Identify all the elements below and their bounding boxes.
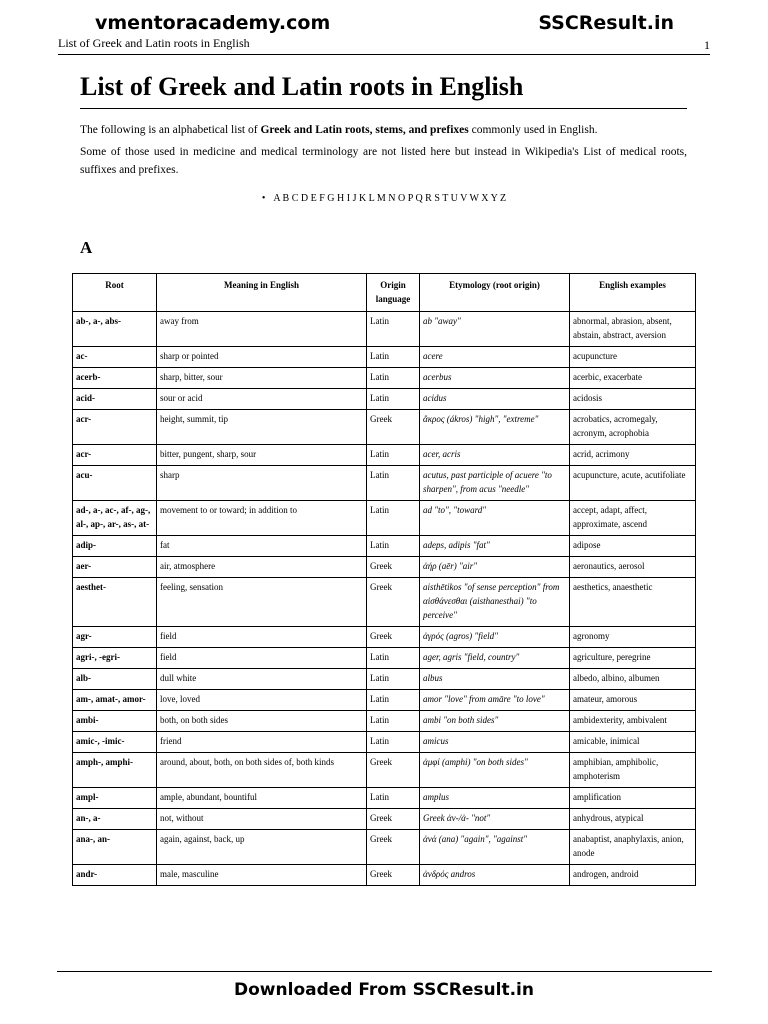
root-cell: ab-, a-, abs- — [73, 312, 157, 347]
origin-cell: Latin — [367, 445, 420, 466]
examples-cell: amphibian, amphibolic, amphoterism — [570, 753, 696, 788]
table-row — [73, 578, 696, 627]
header-origin: Origin language — [367, 274, 420, 312]
table-row — [73, 501, 696, 536]
meaning-cell: both, on both sides — [157, 711, 367, 732]
header-meaning: Meaning in English — [157, 274, 367, 312]
alphabet-letters[interactable]: A B C D E F G H I J K L M N O P Q R S T U V W X Y Z — [273, 193, 507, 204]
examples-cell: amateur, amorous — [570, 690, 696, 711]
etymology-cell: amicus — [420, 732, 570, 753]
alphabet-index — [0, 193, 768, 204]
meaning-cell: again, against, back, up — [157, 830, 367, 865]
table-row — [73, 788, 696, 809]
etymology-cell: acer, acris — [420, 445, 570, 466]
etymology-cell: acutus, past participle of acuere "to sharpen", from acus "needle" — [420, 466, 570, 501]
root-cell: acid- — [73, 389, 157, 410]
root-cell: acr- — [73, 410, 157, 445]
root-cell: ac- — [73, 347, 157, 368]
examples-cell: albedo, albino, albumen — [570, 669, 696, 690]
examples-cell: agronomy — [570, 627, 696, 648]
origin-cell: Greek — [367, 578, 420, 627]
origin-cell: Latin — [367, 690, 420, 711]
examples-cell: adipose — [570, 536, 696, 557]
origin-cell: Greek — [367, 830, 420, 865]
etymology-cell: amplus — [420, 788, 570, 809]
running-header — [58, 36, 710, 55]
table-row — [73, 557, 696, 578]
table-row — [73, 753, 696, 788]
download-footer: Downloaded From SSCResult.in — [234, 980, 534, 1000]
root-cell: agri-, -egri- — [73, 648, 157, 669]
origin-cell: Latin — [367, 788, 420, 809]
meaning-cell: ample, abundant, bountiful — [157, 788, 367, 809]
table-row — [73, 368, 696, 389]
origin-cell: Latin — [367, 347, 420, 368]
origin-cell: Greek — [367, 753, 420, 788]
etymology-cell: acerbus — [420, 368, 570, 389]
examples-cell: acrid, acrimony — [570, 445, 696, 466]
root-cell: amph-, amphi- — [73, 753, 157, 788]
examples-cell: abnormal, abrasion, absent, abstain, abstract, aversion — [570, 312, 696, 347]
meaning-cell: movement to or toward; in addition to — [157, 501, 367, 536]
table-row — [73, 410, 696, 445]
origin-cell: Latin — [367, 312, 420, 347]
meaning-cell: feeling, sensation — [157, 578, 367, 627]
header-examples: English examples — [570, 274, 696, 312]
examples-cell: acerbic, exacerbate — [570, 368, 696, 389]
etymology-cell: acere — [420, 347, 570, 368]
examples-cell: amicable, inimical — [570, 732, 696, 753]
etymology-cell: ἀήρ (aēr) "air" — [420, 557, 570, 578]
section-heading: A — [80, 238, 93, 257]
meaning-cell: field — [157, 648, 367, 669]
meaning-cell: air, atmosphere — [157, 557, 367, 578]
intro-paragraph-1 — [80, 121, 687, 139]
origin-cell: Greek — [367, 557, 420, 578]
table-row — [73, 536, 696, 557]
etymology-cell: adeps, adipis "fat" — [420, 536, 570, 557]
examples-cell: ambidexterity, ambivalent — [570, 711, 696, 732]
page-number: 1 — [704, 38, 710, 52]
meaning-cell: love, loved — [157, 690, 367, 711]
meaning-cell: dull white — [157, 669, 367, 690]
intro-p1-before: The following is an alphabetical list of — [80, 124, 261, 136]
root-cell: acr- — [73, 445, 157, 466]
root-cell: andr- — [73, 865, 157, 886]
meaning-cell: away from — [157, 312, 367, 347]
table-row — [73, 445, 696, 466]
origin-cell: Latin — [367, 368, 420, 389]
meaning-cell: fat — [157, 536, 367, 557]
meaning-cell: sharp — [157, 466, 367, 501]
roots-table — [72, 273, 696, 886]
table-body — [73, 312, 696, 886]
examples-cell: aesthetics, anaesthetic — [570, 578, 696, 627]
table-row — [73, 809, 696, 830]
origin-cell: Greek — [367, 809, 420, 830]
meaning-cell: not, without — [157, 809, 367, 830]
root-cell: an-, a- — [73, 809, 157, 830]
table-row — [73, 865, 696, 886]
examples-cell: amplification — [570, 788, 696, 809]
intro-p1-after: commonly used in English. — [468, 124, 598, 136]
etymology-cell: amor "love" from amāre "to love" — [420, 690, 570, 711]
root-cell: ana-, an- — [73, 830, 157, 865]
table-row — [73, 732, 696, 753]
table-row — [73, 389, 696, 410]
examples-cell: anhydrous, atypical — [570, 809, 696, 830]
meaning-cell: sharp, bitter, sour — [157, 368, 367, 389]
meaning-cell: bitter, pungent, sharp, sour — [157, 445, 367, 466]
origin-cell: Latin — [367, 466, 420, 501]
origin-cell: Latin — [367, 501, 420, 536]
meaning-cell: male, masculine — [157, 865, 367, 886]
origin-cell: Greek — [367, 410, 420, 445]
etymology-cell: ambi "on both sides" — [420, 711, 570, 732]
root-cell: adip- — [73, 536, 157, 557]
origin-cell: Latin — [367, 669, 420, 690]
table-row — [73, 648, 696, 669]
etymology-cell: ἀγρός (agros) "field" — [420, 627, 570, 648]
etymology-cell: ad "to", "toward" — [420, 501, 570, 536]
origin-cell: Latin — [367, 648, 420, 669]
bullet-icon: • — [261, 193, 266, 204]
header-etymology: Etymology (root origin) — [420, 274, 570, 312]
examples-cell: aeronautics, aerosol — [570, 557, 696, 578]
meaning-cell: friend — [157, 732, 367, 753]
etymology-cell: ἀνδρός andros — [420, 865, 570, 886]
running-title: List of Greek and Latin roots in English — [58, 36, 250, 50]
root-cell: acu- — [73, 466, 157, 501]
examples-cell: accept, adapt, affect, approximate, ascend — [570, 501, 696, 536]
root-cell: ambi- — [73, 711, 157, 732]
page-title: List of Greek and Latin roots in English — [80, 72, 524, 101]
examples-cell: androgen, android — [570, 865, 696, 886]
table-row — [73, 312, 696, 347]
meaning-cell: sour or acid — [157, 389, 367, 410]
origin-cell: Latin — [367, 536, 420, 557]
site-name-right: SSCResult.in — [538, 12, 674, 34]
etymology-cell: albus — [420, 669, 570, 690]
root-cell: am-, amat-, amor- — [73, 690, 157, 711]
meaning-cell: around, about, both, on both sides of, both kinds — [157, 753, 367, 788]
examples-cell: acidosis — [570, 389, 696, 410]
etymology-cell: ἀνά (ana) "again", "against" — [420, 830, 570, 865]
root-cell: aesthet- — [73, 578, 157, 627]
root-cell: aer- — [73, 557, 157, 578]
root-cell: alb- — [73, 669, 157, 690]
meaning-cell: field — [157, 627, 367, 648]
root-cell: ad-, a-, ac-, af-, ag-, al-, ap-, ar-, as-, at- — [73, 501, 157, 536]
etymology-cell: ἀμφί (amphi) "on both sides" — [420, 753, 570, 788]
examples-cell: agriculture, peregrine — [570, 648, 696, 669]
footer-divider — [57, 971, 712, 972]
table-header-row — [73, 274, 696, 312]
table-row — [73, 627, 696, 648]
table-row — [73, 347, 696, 368]
root-cell: amic-, -imic- — [73, 732, 157, 753]
origin-cell: Greek — [367, 627, 420, 648]
table-row — [73, 830, 696, 865]
intro-paragraph-2: Some of those used in medicine and medical terminology are not listed here but instead in Wikipedia's List of medical roots, suffixes and prefixes. — [80, 146, 687, 176]
origin-cell: Latin — [367, 389, 420, 410]
meaning-cell: sharp or pointed — [157, 347, 367, 368]
examples-cell: anabaptist, anaphylaxis, anion, anode — [570, 830, 696, 865]
origin-cell: Greek — [367, 865, 420, 886]
examples-cell: acupuncture — [570, 347, 696, 368]
table-row — [73, 466, 696, 501]
table-row — [73, 669, 696, 690]
meaning-cell: height, summit, tip — [157, 410, 367, 445]
origin-cell: Latin — [367, 711, 420, 732]
root-cell: agr- — [73, 627, 157, 648]
title-divider — [80, 108, 687, 109]
etymology-cell: Greek ἀν-/ἀ- "not" — [420, 809, 570, 830]
table-row — [73, 690, 696, 711]
etymology-cell: ager, agris "field, country" — [420, 648, 570, 669]
root-cell: acerb- — [73, 368, 157, 389]
header-root: Root — [73, 274, 157, 312]
intro-p1-bold: Greek and Latin roots, stems, and prefixes — [260, 124, 469, 136]
etymology-cell: acidus — [420, 389, 570, 410]
table-row — [73, 711, 696, 732]
etymology-cell: ἄκρος (ákros) "high", "extreme" — [420, 410, 570, 445]
root-cell: ampl- — [73, 788, 157, 809]
examples-cell: acupuncture, acute, acutifoliate — [570, 466, 696, 501]
etymology-cell: aisthētikos "of sense perception" from αἰσθάνεσθαι (aisthanesthai) "to perceive" — [420, 578, 570, 627]
examples-cell: acrobatics, acromegaly, acronym, acrophobia — [570, 410, 696, 445]
etymology-cell: ab "away" — [420, 312, 570, 347]
site-name-left: vmentoracademy.com — [95, 12, 331, 34]
origin-cell: Latin — [367, 732, 420, 753]
